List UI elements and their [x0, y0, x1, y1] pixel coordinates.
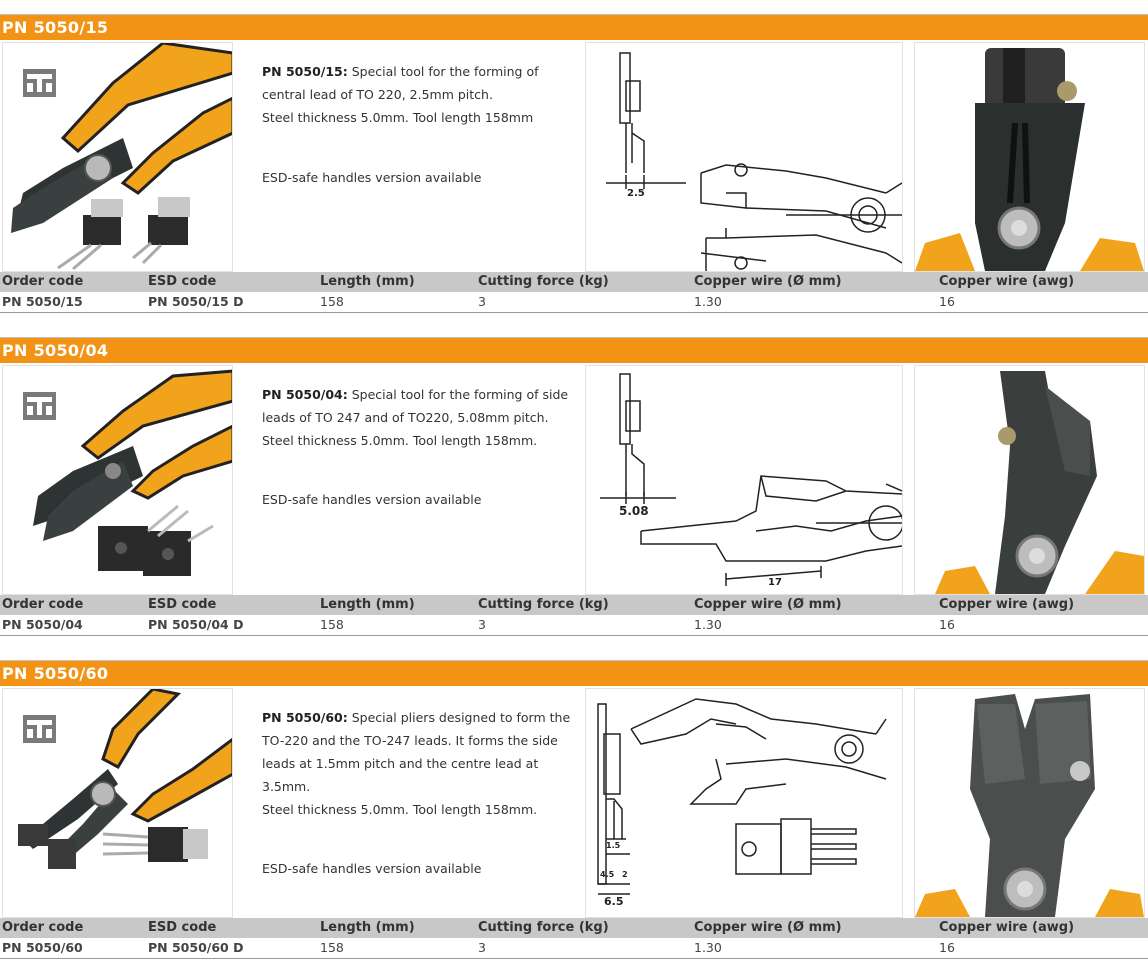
jaw-closeup-icon — [915, 43, 1144, 271]
col-copper-wire-awg: Copper wire (awg) — [939, 597, 1075, 612]
cutting-force-value: 3 — [478, 294, 486, 309]
product-description — [262, 60, 582, 129]
technical-drawing[interactable] — [585, 688, 903, 918]
length-value: 158 — [320, 940, 344, 955]
col-esd-code: ESD code — [148, 274, 217, 289]
product-photo[interactable] — [2, 688, 233, 918]
desc-line: central lead of TO 220, 2.5mm pitch. — [262, 87, 493, 102]
jaw-closeup-photo[interactable] — [914, 42, 1145, 272]
col-copper-wire-awg: Copper wire (awg) — [939, 274, 1075, 289]
dimension-label: 4.5 — [600, 870, 615, 879]
product-title: PN 5050/15 — [2, 18, 109, 37]
technical-drawing[interactable] — [585, 365, 903, 595]
esd-code: PN 5050/15 D — [148, 294, 244, 309]
technical-drawing[interactable] — [585, 42, 903, 272]
dimension-label: 2.5 — [627, 188, 645, 199]
product-title: PN 5050/60 — [2, 664, 109, 683]
product-title: PN 5050/04 — [2, 341, 109, 360]
esd-code: PN 5050/60 D — [148, 940, 244, 955]
esd-note: ESD-safe handles version available — [262, 492, 482, 507]
col-length: Length (mm) — [320, 274, 415, 289]
dimension-label: 5.08 — [619, 504, 649, 518]
col-esd-code: ESD code — [148, 920, 217, 935]
col-order-code: Order code — [2, 597, 84, 612]
wire-mm-value: 1.30 — [694, 617, 722, 632]
desc-line: leads of TO 247 and of TO220, 5.08mm pitch. — [262, 410, 549, 425]
spec-table-header — [0, 918, 1148, 938]
product-code-label: PN 5050/15: — [262, 64, 348, 79]
wire-mm-value: 1.30 — [694, 294, 722, 309]
desc-line: Steel thickness 5.0mm. Tool length 158mm. — [262, 433, 538, 448]
technical-drawing-icon — [586, 43, 902, 271]
cutting-force-value: 3 — [478, 940, 486, 955]
order-code: PN 5050/60 — [2, 940, 83, 955]
dimension-label: 2 — [622, 870, 628, 879]
col-esd-code: ESD code — [148, 597, 217, 612]
col-copper-wire-mm: Copper wire (Ø mm) — [694, 597, 842, 612]
product-photo[interactable] — [2, 42, 233, 272]
cutting-force-value: 3 — [478, 617, 486, 632]
length-value: 158 — [320, 617, 344, 632]
spec-table-header — [0, 595, 1148, 615]
col-cutting-force: Cutting force (kg) — [478, 274, 609, 289]
technical-drawing-icon — [586, 366, 902, 594]
jaw-closeup-icon — [915, 366, 1144, 594]
col-cutting-force: Cutting force (kg) — [478, 597, 609, 612]
dimension-label: 6.5 — [604, 895, 624, 908]
desc-line: Steel thickness 5.0mm. Tool length 158mm. — [262, 802, 538, 817]
wire-awg-value: 16 — [939, 617, 955, 632]
col-copper-wire-mm: Copper wire (Ø mm) — [694, 920, 842, 935]
desc-line: Special pliers designed to form the — [351, 710, 571, 725]
col-cutting-force: Cutting force (kg) — [478, 920, 609, 935]
product-code-label: PN 5050/04: — [262, 387, 348, 402]
product-header-bar — [0, 14, 1148, 40]
jaw-closeup-photo[interactable] — [914, 688, 1145, 918]
wire-awg-value: 16 — [939, 940, 955, 955]
col-copper-wire-mm: Copper wire (Ø mm) — [694, 274, 842, 289]
col-copper-wire-awg: Copper wire (awg) — [939, 920, 1075, 935]
product-header-bar — [0, 337, 1148, 363]
col-length: Length (mm) — [320, 597, 415, 612]
brand-logo-icon — [23, 392, 56, 420]
desc-line: Special tool for the forming of side — [351, 387, 569, 402]
col-order-code: Order code — [2, 274, 84, 289]
desc-line: Special tool for the forming of — [351, 64, 539, 79]
desc-line: 3.5mm. — [262, 779, 311, 794]
order-code: PN 5050/15 — [2, 294, 83, 309]
dimension-label: 1.5 — [606, 841, 621, 850]
product-description — [262, 706, 582, 821]
jaw-closeup-icon — [915, 689, 1144, 917]
esd-note: ESD-safe handles version available — [262, 861, 482, 876]
product-header-bar — [0, 660, 1148, 686]
desc-line: TO-220 and the TO-247 leads. It forms the side — [262, 733, 558, 748]
wire-awg-value: 16 — [939, 294, 955, 309]
spec-table-header — [0, 272, 1148, 292]
spec-table-row[interactable] — [0, 292, 1148, 313]
jaw-closeup-photo[interactable] — [914, 365, 1145, 595]
col-length: Length (mm) — [320, 920, 415, 935]
wire-mm-value: 1.30 — [694, 940, 722, 955]
esd-code: PN 5050/04 D — [148, 617, 244, 632]
desc-line: Steel thickness 5.0mm. Tool length 158mm — [262, 110, 534, 125]
dimension-label: 17 — [768, 577, 782, 588]
desc-line: leads at 1.5mm pitch and the centre lead at — [262, 756, 539, 771]
technical-drawing-icon — [586, 689, 902, 917]
spec-table-row[interactable] — [0, 938, 1148, 959]
brand-logo-icon — [23, 715, 56, 743]
esd-note: ESD-safe handles version available — [262, 170, 482, 185]
product-code-label: PN 5050/60: — [262, 710, 348, 725]
product-description — [262, 383, 582, 452]
order-code: PN 5050/04 — [2, 617, 83, 632]
product-photo[interactable] — [2, 365, 233, 595]
col-order-code: Order code — [2, 920, 84, 935]
brand-logo-icon — [23, 69, 56, 97]
length-value: 158 — [320, 294, 344, 309]
spec-table-row[interactable] — [0, 615, 1148, 636]
